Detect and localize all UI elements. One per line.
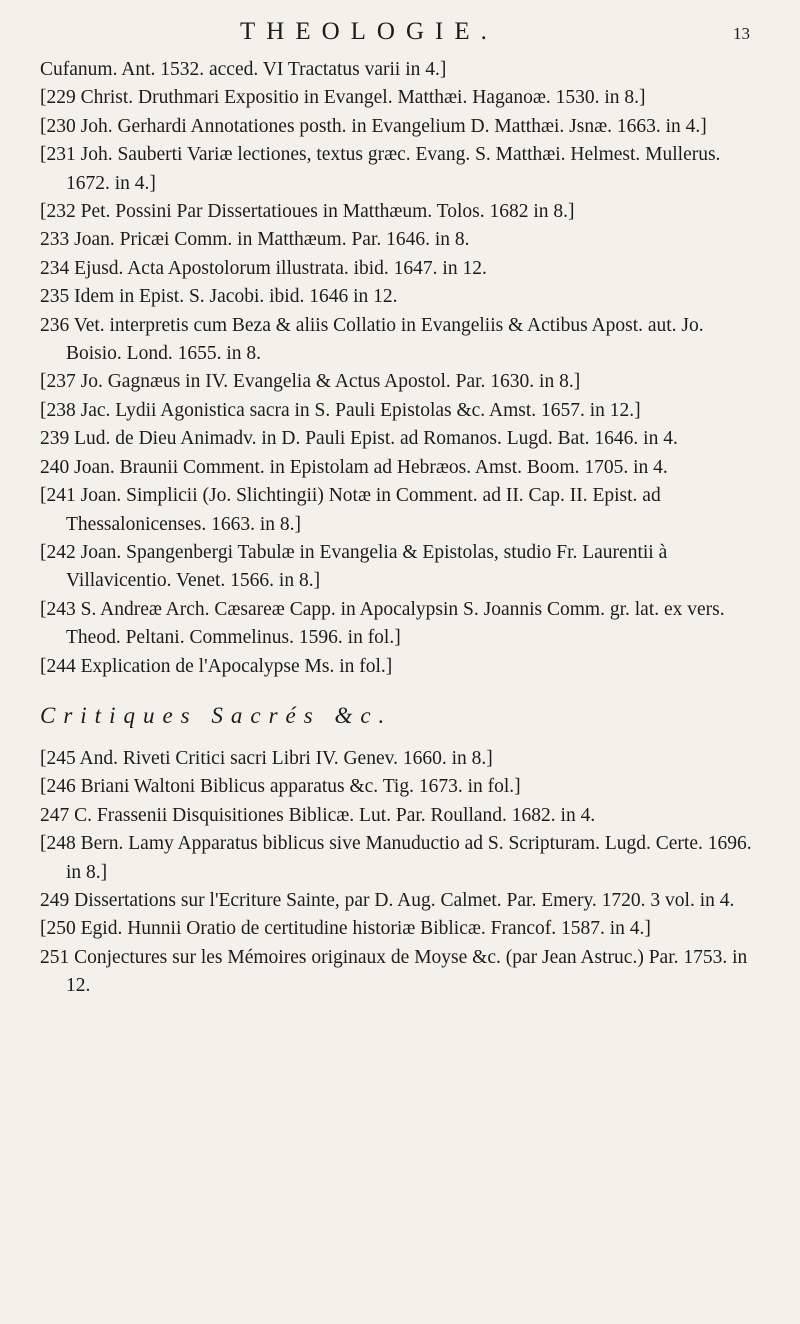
catalog-entry: 233 Joan. Pricæi Comm. in Matthæum. Par. 1646. in 8. bbox=[40, 229, 470, 251]
catalog-entry: 234 Ejusd. Acta Apostolorum illustrata. ibid. 1647. in 12. bbox=[40, 257, 487, 279]
catalog-entry: [241 Joan. Simplicii (Jo. Slichtingii) Notæ in Comment. ad II. Cap. II. Epist. ad Thessalonicenses. 1663. in 8.] bbox=[40, 485, 661, 535]
catalog-entry: [231 Joh. Sauberti Variæ lectiones, textus græc. Evang. S. Matthæi. Helmest. Mullerus. 1672. in 4.] bbox=[40, 144, 721, 194]
catalog-entry: [238 Jac. Lydii Agonistica sacra in S. Pauli Epistolas &c. Amst. 1657. in 12.] bbox=[40, 399, 641, 421]
catalog-entry: [230 Joh. Gerhardi Annotationes posth. in Evangelium D. Matthæi. Jsnæ. 1663. in 4.] bbox=[40, 115, 707, 137]
catalog-entry: 240 Joan. Braunii Comment. in Epistolam ad Hebræos. Amst. Boom. 1705. in 4. bbox=[40, 456, 668, 478]
catalog-entry: [232 Pet. Possini Par Dissertatioues in Matthæum. Tolos. 1682 in 8.] bbox=[40, 201, 575, 223]
entry-list-top bbox=[40, 56, 760, 681]
catalog-entry: [248 Bern. Lamy Apparatus biblicus sive Manuductio ad S. Scripturam. Lugd. Certe. 1696. in 8.] bbox=[40, 833, 752, 883]
catalog-entry: 249 Dissertations sur l'Ecriture Sainte, par D. Aug. Calmet. Par. Emery. 1720. 3 vol. in 4. bbox=[40, 889, 735, 911]
running-head bbox=[40, 10, 760, 56]
catalog-entry: 247 C. Frassenii Disquisitiones Biblicæ. Lut. Par. Roulland. 1682. in 4. bbox=[40, 804, 596, 826]
catalog-entry: Cufanum. Ant. 1532. acced. VI Tractatus varii in 4.] bbox=[40, 59, 447, 80]
catalog-entry: 239 Lud. de Dieu Animadv. in D. Pauli Epist. ad Romanos. Lugd. Bat. 1646. in 4. bbox=[40, 428, 678, 450]
catalog-entry: [243 S. Andreæ Arch. Cæsareæ Capp. in Apocalypsin S. Joannis Comm. gr. lat. ex vers. Theod. Peltani. Commelinus. 1596. in fol.] bbox=[40, 598, 725, 649]
catalog-entry: [245 And. Riveti Critici sacri Libri IV. Genev. 1660. in 8.] bbox=[40, 747, 493, 769]
catalog-entry: [244 Explication de l'Apocalypse Ms. in fol.] bbox=[40, 655, 393, 677]
section-heading: Critiques Sacrés &c. bbox=[40, 702, 393, 728]
catalog-entry: [246 Briani Waltoni Biblicus apparatus &c. Tig. 1673. in fol.] bbox=[40, 776, 521, 798]
page-number: 13 bbox=[733, 24, 750, 43]
running-title: THEOLOGIE. bbox=[240, 18, 498, 45]
catalog-entry: 235 Idem in Epist. S. Jacobi. ibid. 1646 in 12. bbox=[40, 286, 398, 308]
catalog-entry: 251 Conjectures sur les Mémoires originaux de Moyse &c. (par Jean Astruc.) Par. 1753. in 12. bbox=[40, 946, 748, 997]
entry-list-bottom bbox=[40, 745, 760, 1001]
catalog-entry: [237 Jo. Gagnæus in IV. Evangelia & Actus Apostol. Par. 1630. in 8.] bbox=[40, 371, 581, 393]
catalog-entry: [250 Egid. Hunnii Oratio de certitudine historiæ Biblicæ. Francof. 1587. in 4.] bbox=[40, 918, 651, 940]
catalog-entry: [242 Joan. Spangenbergi Tabulæ in Evangelia & Epistolas, studio Fr. Laurentii à Villavicentio. Venet. 1566. in 8.] bbox=[40, 541, 668, 592]
catalog-entry: 236 Vet. interpretis cum Beza & aliis Collatio in Evangeliis & Actibus Apost. aut. Jo. Boisio. Lond. 1655. in 8. bbox=[40, 314, 704, 365]
catalog-entry: [229 Christ. Druthmari Expositio in Evangel. Matthæi. Haganoæ. 1530. in 8.] bbox=[40, 87, 646, 109]
